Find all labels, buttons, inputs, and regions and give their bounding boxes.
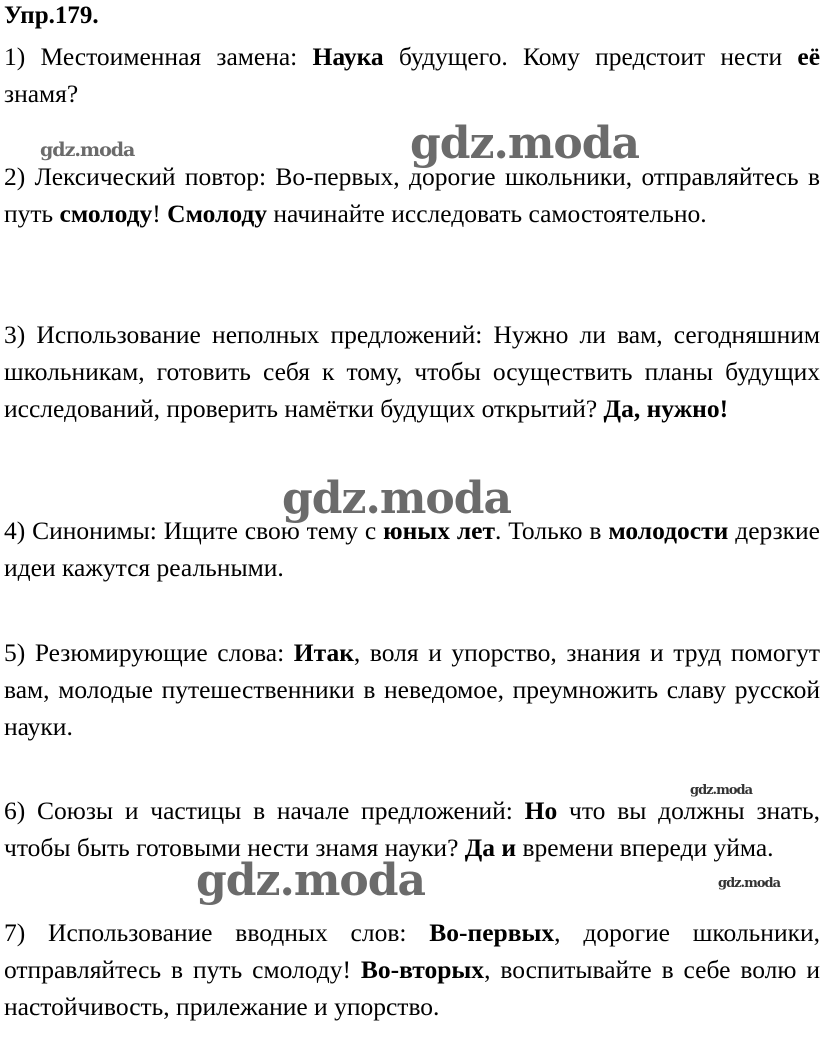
- paragraph-text: времени впереди уйма.: [516, 833, 774, 862]
- paragraph-text: начинайте исследовать самостоятельно.: [267, 199, 707, 228]
- paragraph-1: [4, 38, 820, 112]
- bold-example-text: Во-вторых: [360, 955, 485, 984]
- paragraph-text: 1) Местоименная замена:: [4, 42, 313, 71]
- paragraph-6: [4, 792, 820, 866]
- bold-example-text: Смолоду: [167, 199, 268, 228]
- paragraph-text: 5) Резюмирующие слова:: [4, 638, 294, 667]
- paragraph-text: 3) Использование неполных предложений: Нужно ли вам, сегодняшним школьникам, готовить себя к тому, чтобы осуществить планы будущих исследований, проверить намётки будущих открытий?: [4, 320, 820, 423]
- paragraph-text: знамя?: [4, 79, 79, 108]
- paragraph-text: , воспитывайте в себе волю и настойчивость, прилежание и упорство.: [4, 955, 821, 1021]
- bold-example-text: Наука: [312, 42, 384, 71]
- paragraph-4: [4, 512, 820, 586]
- paragraph-text: что вы должны знать, чтобы быть готовыми нести знамя науки?: [4, 796, 820, 862]
- paragraph-text: , дорогие школьники, отправляйтесь в путь смолоду!: [4, 918, 820, 984]
- watermark: gdz.moda: [410, 118, 640, 169]
- paragraph-text: !: [152, 199, 168, 228]
- bold-example-text: её: [797, 42, 821, 71]
- paragraph-text: , воля и упорство, знания и труд помогут вам, молодые путешественники в неведомое, преумножить славу русской науки.: [4, 638, 820, 741]
- watermark: gdz.moda: [690, 783, 753, 798]
- watermark: gdz.moda: [196, 855, 426, 906]
- bold-example-text: смолоду: [59, 199, 153, 228]
- bold-example-text: Но: [524, 796, 558, 825]
- bold-example-text: Да, нужно!: [603, 394, 729, 423]
- paragraph-text: дерзкие идеи кажутся реальными.: [4, 516, 820, 582]
- paragraph-text: будущего. Кому предстоит нести: [383, 42, 798, 71]
- bold-example-text: юных лет: [383, 516, 495, 545]
- paragraph-text: 6) Союзы и частицы в начале предложений:: [4, 796, 525, 825]
- watermark: gdz.moda: [718, 876, 781, 891]
- watermark: gdz.moda: [282, 473, 512, 524]
- bold-example-text: Да и: [464, 833, 517, 862]
- paragraph-text: 2) Лексический повтор: Во-первых, дорогие школьники, отправляйтесь в путь: [4, 162, 820, 228]
- paragraph-5: [4, 634, 820, 745]
- bold-example-text: молодости: [608, 516, 729, 545]
- paragraph-7: [4, 914, 820, 1025]
- paragraph-2: [4, 158, 820, 232]
- bold-example-text: Во-первых: [429, 918, 555, 947]
- watermark: gdz.moda: [40, 139, 135, 161]
- exercise-title: Упр.179.: [4, 2, 99, 29]
- bold-example-text: Итак: [293, 638, 354, 667]
- paragraph-3: [4, 316, 820, 427]
- paragraph-text: . Только в: [495, 516, 609, 545]
- paragraph-text: 7) Использование вводных слов:: [4, 918, 430, 947]
- paragraph-text: 4) Синонимы: Ищите свою тему с: [4, 516, 384, 545]
